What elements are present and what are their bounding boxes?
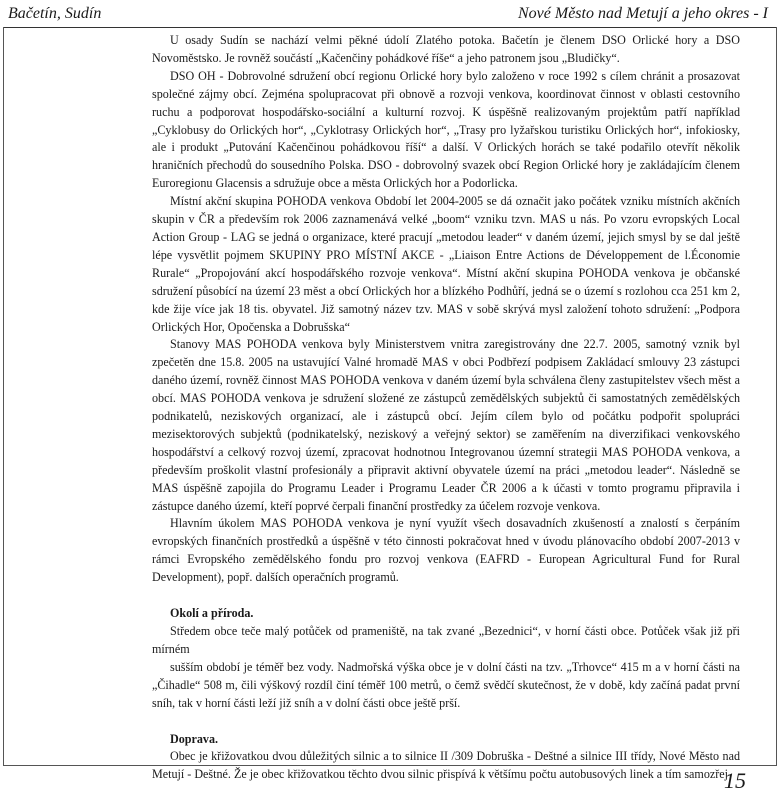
header-author: Bačetín, Sudín — [8, 5, 102, 22]
section-heading-doprava: Doprava. — [170, 731, 219, 746]
header-book-title: Nové Město nad Metují a jeho okres - I — [517, 5, 768, 22]
running-header — [8, 3, 768, 27]
paragraph-okoli-1: Středem obce teče malý potůček od prameniště, na tak zvané „Bezednici“, v horní části obce. Potůček však již při mírném — [152, 624, 740, 656]
paragraph-okoli-2: sušším období je téměř bez vody. Nadmořská výška obce je v dolní části na tzv. „Trhovce“ 415 m a v horní části na „Čihadle“ 508 m, čili výškový rozdíl činí téměř 100 metrů, o čemž svědčí skutečnost, že v době, kdy začíná padat první sníh, tak v horní části leží již sníh a v dolní části obce ještě prší. — [152, 659, 740, 710]
section-heading-okoli: Okolí a příroda. — [170, 606, 254, 621]
paragraph-doprava: Obec je křižovatkou dvou důležitých silnic a to silnice II /309 Dobruška - Deštné a silnice III třídy, Nové Město nad Metují - Deštné. Že je obec křižovatkou těchto dvou silnic přispívá k většímu počtu autobusových linek a tím samozřej- — [152, 749, 740, 782]
paragraph-hlavni-ukol: Hlavním úkolem MAS POHODA venkova je nyní využít všech dosavadních zkušeností a znalostí s čerpáním evropských finančních prostředků a úspěšně v této činnosti pokračovat hned v úvodu plánovacího období 2007-2013 v rámci Evropského zemědělského fondu pro rozvoj venkova (EAFRD - European Agricultural Fund for Rural Development), popř. dalších operačních programů. — [152, 516, 740, 585]
paragraph-stanovy: Stanovy MAS POHODA venkova byly Ministerstvem vnitra zaregistrovány dne 22.7. 2005, samotný vznik byl zpečetěn dne 15.8. 2005 na ustavující Valné hromadě MAS v obci Podbřezí podpisem Zakládací smlouvy 23 zástupci daného území, rovněž činnost MAS POHODA venkova v daném území byla schválena členy zastupitelstev všech měst a obcí. MAS POHODA venkova je sdružení složené ze zástupců zemědělských subjektů či samostatných zemědělských podnikatelů, neziskových organizací, ale i zástupců obcí. Jejím cílem bylo od počátku podpořit spolupráci mezisektorových subjektů (podnikatelský, neziskový a veřejný sektor) se zaměřením na diverzifikaci venkovského hospodářství a celkový rozvoj území, zpracovat hodnotnou Integrovanou územní strategii MAS POHODA venkova, a především proškolit vlastní profesionály a připravit aktivní obyvatele území na práci „metodou leader“. Následně se MAS úspěšně zapojila do Programu Leader i Programu Leader ČR 2006 a k účasti v tomto programu připravila i zástupce daného území, kteří poprvé čerpali finanční prostředky za účelem rozvoje venkova. — [152, 337, 740, 513]
paragraph-intro: U osady Sudín se nachází velmi pěkné údolí Zlatého potoka. Bačetín je členem DSO Orlické hory a DSO Novoměstsko. Je rovněž součástí „Kačenčiny pohádkové říše“ a jeho patronem jsou „Bludičky“. — [152, 33, 740, 65]
paragraph-mas-pohoda: Místní akční skupina POHODA venkova Období let 2004-2005 se dá označit jako počátek vzniku místních akčních skupin v ČR a především rok 2006 zaznamenává velké „boom“ vzniku tzvn. MAS u nás. Po vzoru evropských Local Action Group - LAG se jedná o organizace, které pracují „metodou leader“ v daném území, jejich smysl by se dal ještě lépe vysvětlit pojmem SKUPINY PRO MÍSTNÍ AKCE - „Liaison Entre Actions de Développement de l.Économie Rurale“ „Propojování akcí hospodářského rozvoje venkova“. Místní akční skupina POHODA venkova je občanské sdružení působící na území 23 měst a obcí Orlických hor a blízkého Podhůří, jedná se o území s rozlohou cca 251 km 2, kde žije více jak 18 tis. obyvatel. Již samotný název tzv. MAS v sobě skrývá mysl založení tohoto sdružení: „Podpora Orlických Hor, Opočenska a Dobrušska“ — [152, 194, 740, 334]
paragraph-dso-oh: DSO OH - Dobrovolné sdružení obcí regionu Orlické hory bylo založeno v roce 1992 s cílem chránit a prosazovat společné zájmy obcí. Zejména spolupracovat při obnově a rozvoji venkova, koordinovat činnost v oblasti cestovního ruchu a podporovat hospodářsko-sociální a kulturní rozvoj. K úspěšně realizovaným projektům patří například „Cyklobusy do Orlických hor“, „Cyklotrasy Orlických hor“, „Trasy pro lyžařskou turistiku Orlických hor“, infokiosky, ale i produkt „Putování Kačenčinou pohádkovou říší“ a další. V Orlických horách se také podařilo otevřít několik hraničních přechodů do sousedního Polska. DSO - dobrovolný svazek obcí Region Orlické hory je zakládajícím členem Euroregionu Glacensis a sdružuje obce a města Orlických hor a Podorlicka. — [152, 68, 740, 191]
page-body — [152, 32, 740, 784]
page-number: 15 — [724, 768, 746, 793]
